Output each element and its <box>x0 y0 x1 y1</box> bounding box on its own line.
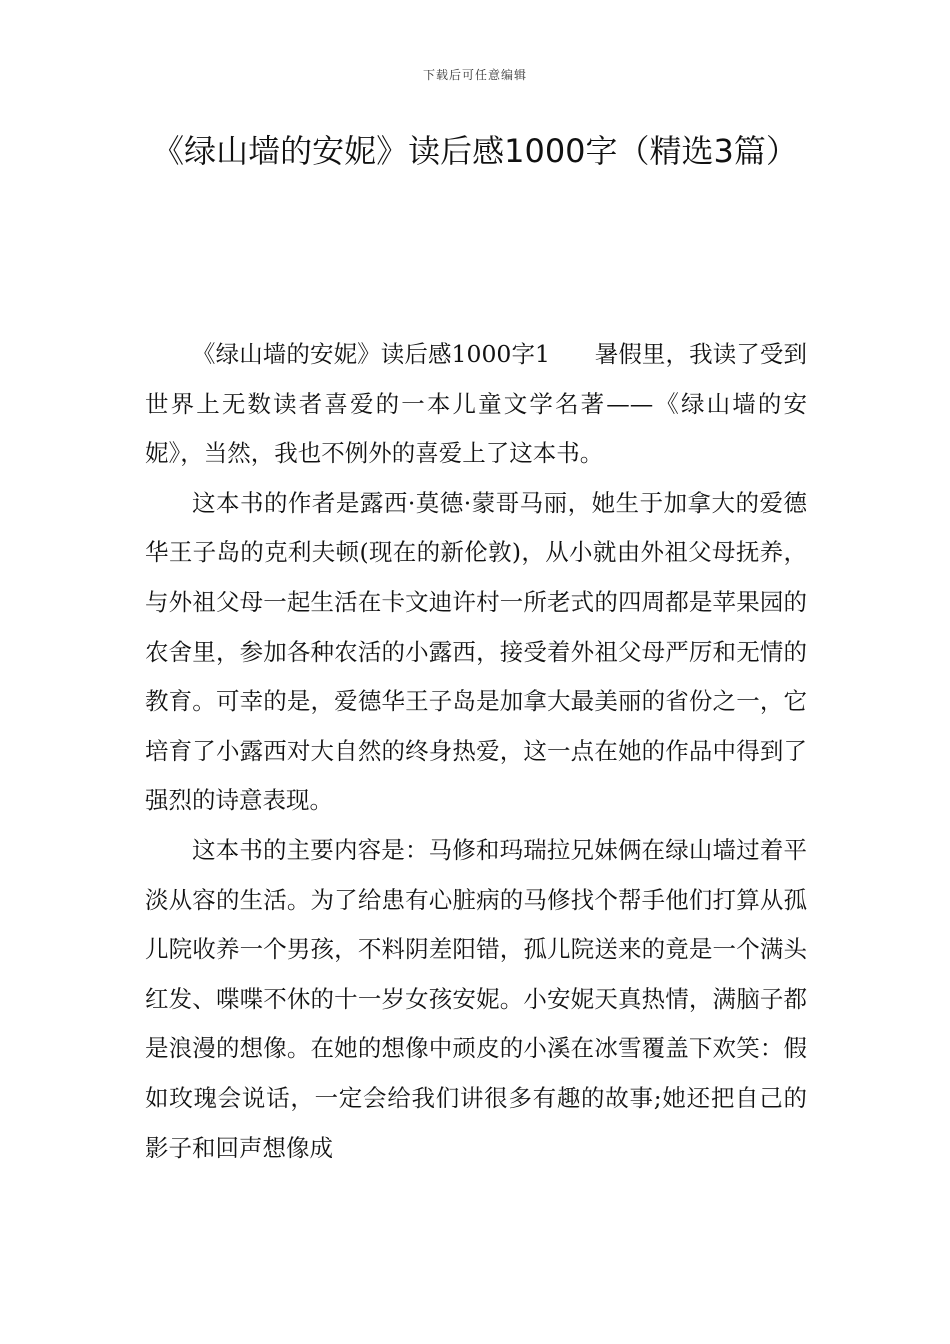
header-note: 下载后可任意编辑 <box>422 68 527 82</box>
paragraph-1-text: 暑假里，我读了受到世界上无数读者喜爱的一本儿童文学名著——《绿山墙的安妮》，当然，我也不例外的喜爱上了这本书。 <box>145 340 807 468</box>
document-title: 《绿山墙的安妮》读后感1000字（精选3篇） <box>152 132 798 170</box>
paragraph-3: 这本书的主要内容是：马修和玛瑞拉兄妹俩在绿山墙过着平淡从容的生活。为了给患有心脏病的马修找个帮手他们打算从孤儿院收养一个男孩，不料阴差阳错，孤儿院送来的竟是一个满头红发、喋喋不休的十一岁女孩安妮。小安妮天真热情，满脑子都是浪漫的想像。在她的想像中顽皮的小溪在冰雪覆盖下欢笑：假如玫瑰会说话，一定会给我们讲很多有趣的故事;她还把自己的影子和回声想像成 <box>145 835 807 1162</box>
section-heading-1: 《绿山墙的安妮》读后感1000字1 <box>192 340 550 368</box>
paragraph-2: 这本书的作者是露西·莫德·蒙哥马丽，她生于加拿大的爱德华王子岛的克利夫顿(现在的新伦敦)，从小就由外祖父母抚养，与外祖父母一起生活在卡文迪许村一所老式的四周都是苹果园的农舍里，参加各种农活的小露西，接受着外祖父母严厉和无情的教育。可幸的是，爱德华王子岛是加拿大最美丽的省份之一，它培育了小露西对大自然的终身热爱，这一点在她的作品中得到了强烈的诗意表现。 <box>145 488 807 815</box>
document-body <box>145 330 807 1173</box>
paragraph-1 <box>145 330 807 479</box>
